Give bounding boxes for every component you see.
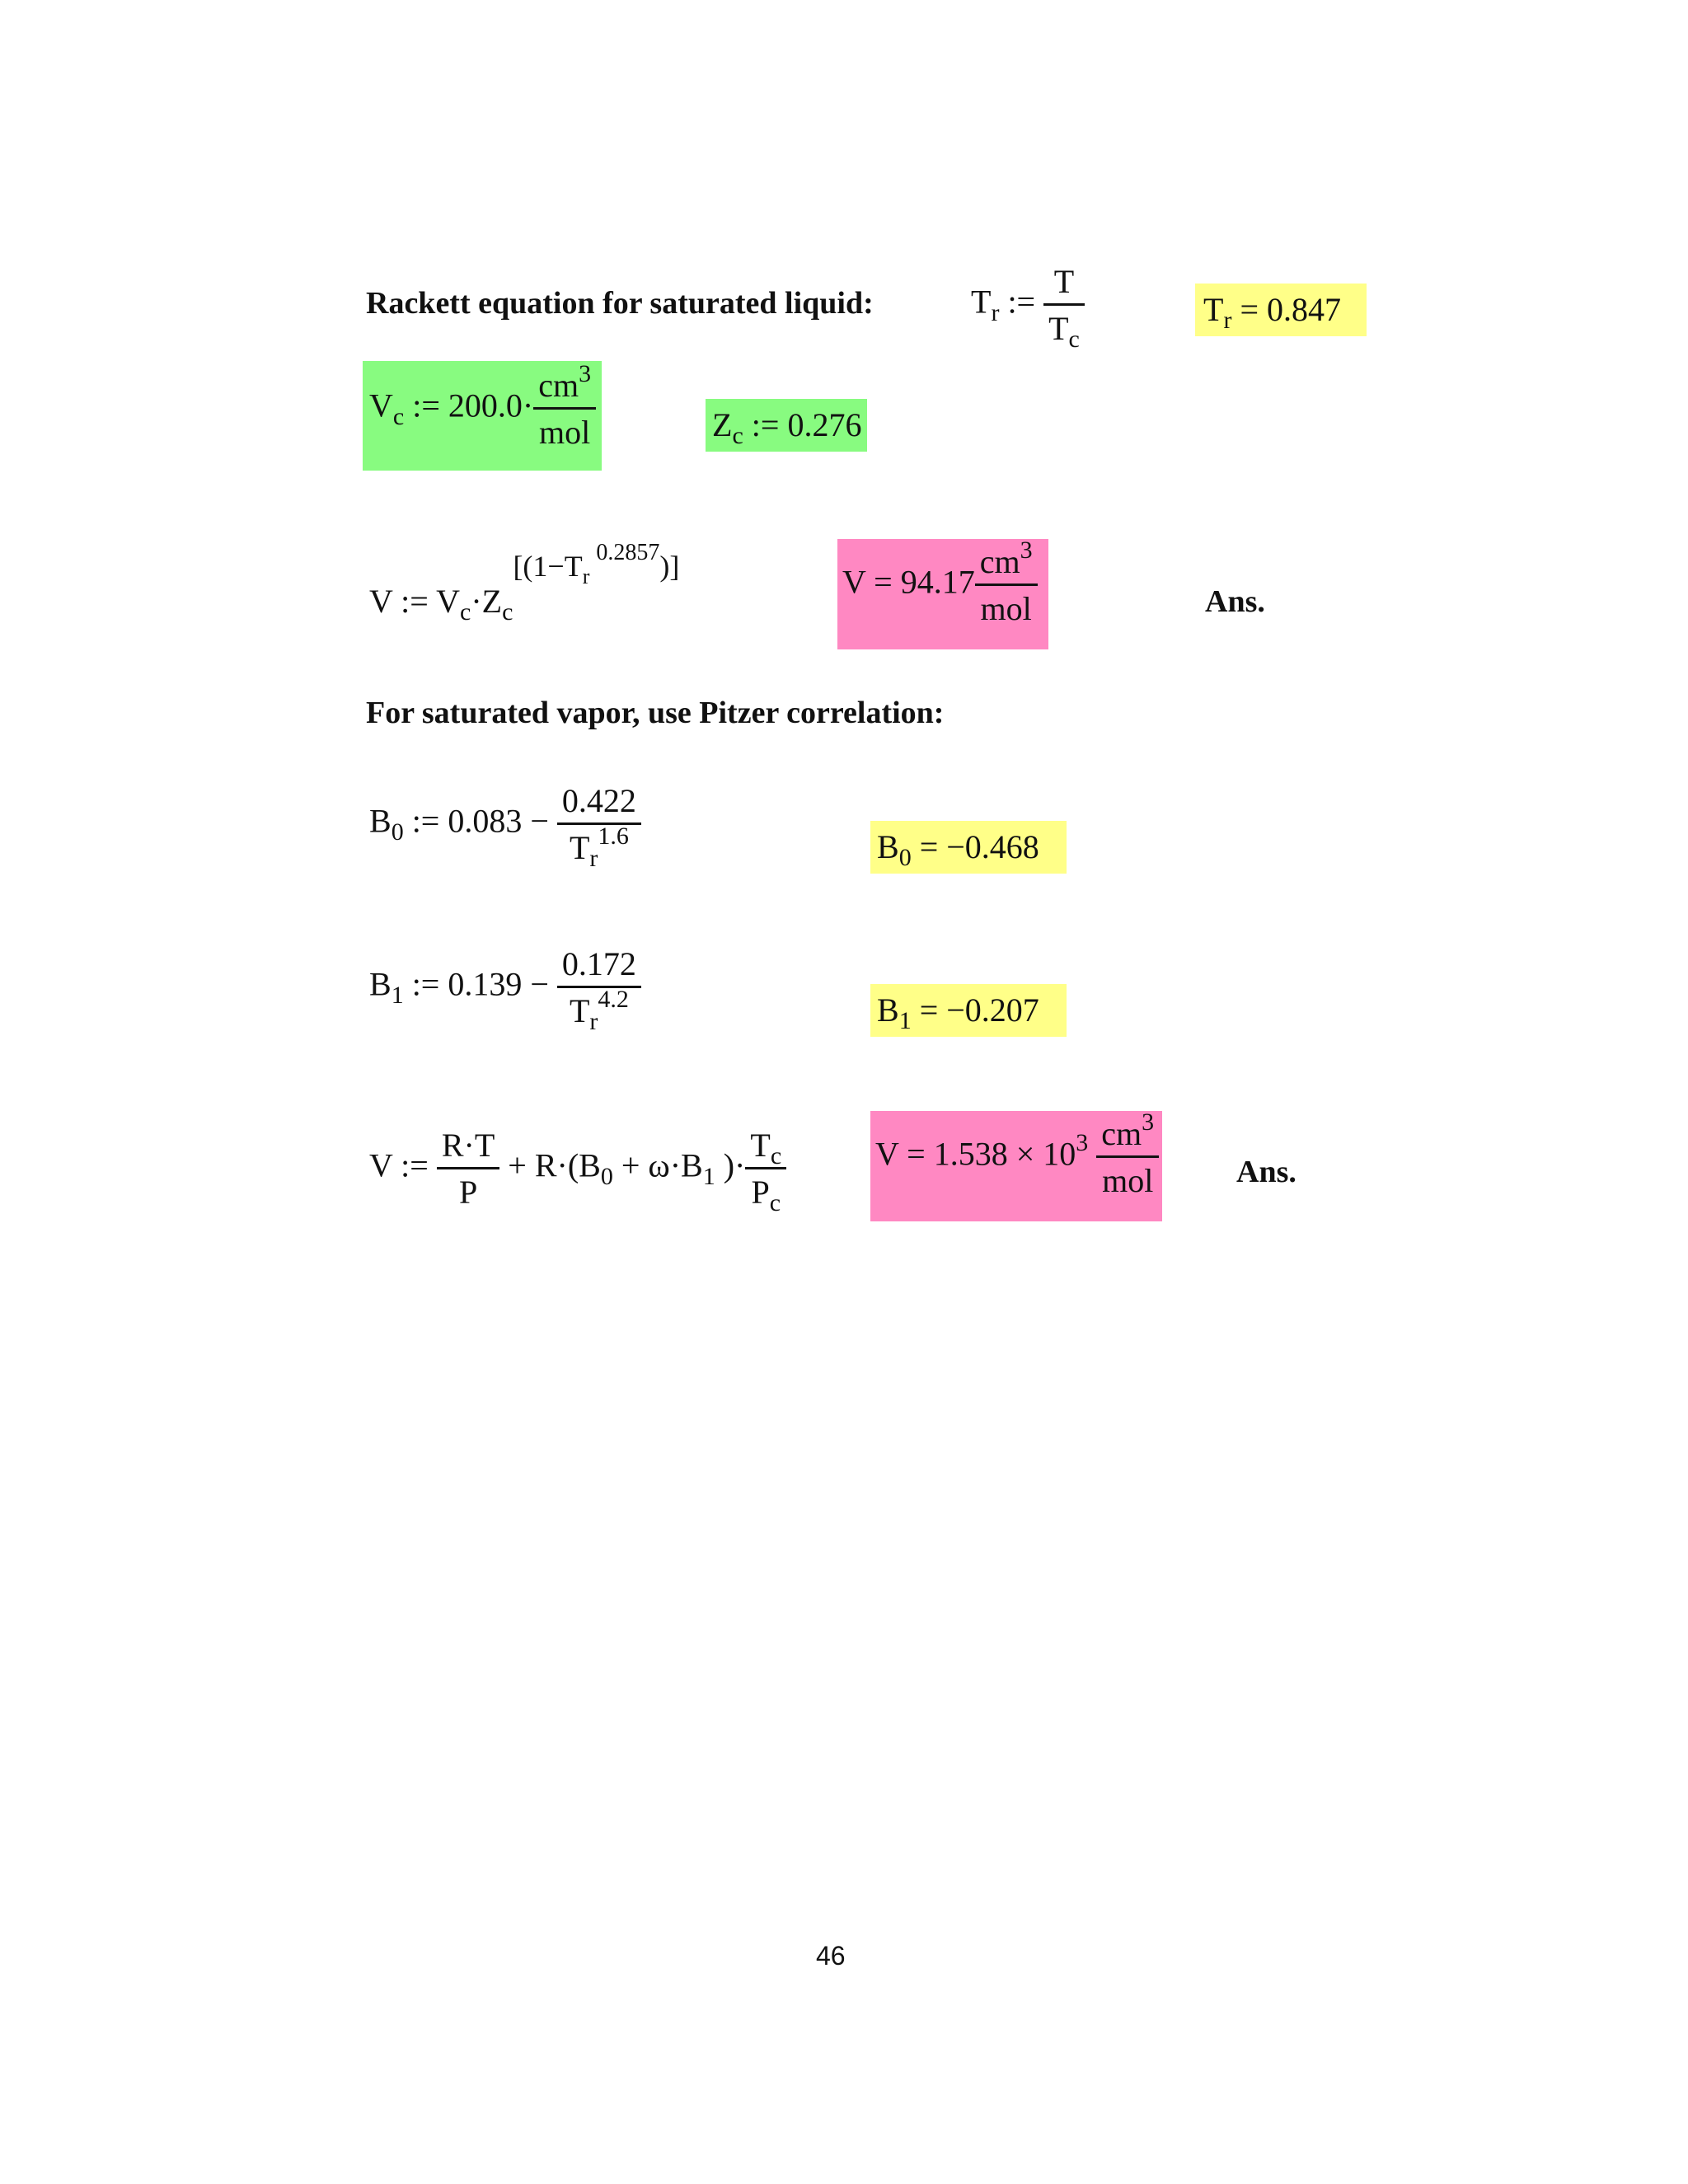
pitzer-b1-subscript: 1 bbox=[702, 1162, 715, 1190]
tr-numerator: T bbox=[1043, 265, 1085, 306]
b1-numerator: 0.172 bbox=[557, 948, 641, 988]
v-liquid-unit-cm: cm bbox=[979, 543, 1020, 580]
tr-result-subscript: r bbox=[1223, 307, 1232, 334]
exponent-open: [(1−T bbox=[513, 550, 583, 583]
b0-result bbox=[870, 821, 1067, 874]
v-vapor-result bbox=[870, 1108, 1162, 1221]
pc-symbol: P bbox=[751, 1174, 770, 1211]
b0-numerator: 0.422 bbox=[557, 785, 641, 825]
b0-den-tr: T bbox=[569, 829, 590, 866]
v-vapor-unit bbox=[1096, 1108, 1159, 1199]
tr-denominator bbox=[1043, 306, 1085, 353]
zc-symbol: Z bbox=[712, 406, 733, 443]
tc-symbol: T bbox=[750, 1127, 771, 1164]
multiply-dot: · bbox=[471, 583, 482, 620]
pitzer-omega-term: + ω·B bbox=[621, 1146, 703, 1184]
exponent-tr-subscript: r bbox=[582, 565, 590, 588]
tc-subscript: c bbox=[1068, 326, 1080, 353]
v-vapor-unit-exponent: 3 bbox=[1142, 1108, 1155, 1136]
v-symbol: V bbox=[369, 1146, 393, 1184]
rt-over-p-fraction bbox=[437, 1129, 499, 1209]
v-liquid-unit-denominator: mol bbox=[980, 590, 1032, 627]
tr-result-symbol: T bbox=[1203, 291, 1224, 328]
vc-symbol: V bbox=[369, 387, 393, 424]
vc-unit-numerator bbox=[533, 360, 596, 410]
b1-symbol: B bbox=[369, 965, 392, 1003]
pc-subscript: c bbox=[769, 1189, 781, 1216]
v-symbol: V bbox=[369, 583, 393, 620]
p-denominator: P bbox=[458, 1174, 478, 1211]
pitzer-close: )· bbox=[723, 1146, 746, 1184]
equals-operator: = bbox=[907, 1135, 926, 1173]
b0-denominator bbox=[557, 823, 641, 872]
b1-den-tr: T bbox=[569, 992, 590, 1029]
v-vapor-value: 1.538 × 10 bbox=[933, 1135, 1076, 1173]
zc-subscript: c bbox=[732, 422, 743, 449]
b0-symbol: B bbox=[369, 802, 392, 840]
exponent-close: )] bbox=[659, 550, 680, 583]
b0-den-exponent: 1.6 bbox=[598, 823, 629, 850]
b1-result-value: −0.207 bbox=[946, 991, 1039, 1029]
v-result-symbol: V bbox=[842, 563, 866, 601]
b0-constant: 0.083 − bbox=[448, 802, 549, 840]
tr-definition bbox=[971, 263, 1085, 353]
b0-definition bbox=[369, 782, 641, 872]
assign-operator: := bbox=[401, 583, 429, 620]
tr-subscript: r bbox=[991, 298, 1000, 326]
b1-result-subscript: 1 bbox=[898, 1007, 912, 1034]
v-liquid-value: 94.17 bbox=[900, 563, 975, 601]
zc-value: 0.276 bbox=[787, 406, 862, 443]
b0-fraction bbox=[557, 782, 641, 872]
b1-fraction bbox=[557, 945, 641, 1035]
b1-result bbox=[870, 984, 1067, 1037]
tc-over-pc-fraction bbox=[745, 1127, 786, 1216]
b0-result-symbol: B bbox=[877, 828, 899, 865]
b1-den-exponent: 4.2 bbox=[598, 986, 629, 1013]
vc-unit-cm: cm bbox=[538, 367, 579, 404]
pc-denominator bbox=[745, 1169, 786, 1216]
page-number: 46 bbox=[816, 1941, 846, 1971]
equals-operator: = bbox=[1240, 291, 1259, 328]
assign-operator: := bbox=[411, 802, 440, 840]
assign-operator: := bbox=[411, 965, 440, 1003]
v-liquid-unit-exponent: 3 bbox=[1020, 537, 1033, 564]
tc-symbol: T bbox=[1048, 310, 1069, 347]
vc-unit-exponent: 3 bbox=[579, 360, 592, 387]
v-pitzer-equation bbox=[369, 1127, 786, 1216]
rt-numerator: R·T bbox=[437, 1129, 499, 1169]
equals-operator: = bbox=[874, 563, 893, 601]
vc-ref: V bbox=[436, 583, 461, 620]
b1-constant: 0.139 − bbox=[448, 965, 549, 1003]
rackett-exponent bbox=[513, 540, 680, 588]
b1-definition bbox=[369, 945, 641, 1035]
v-liquid-unit-numerator bbox=[975, 537, 1038, 586]
equals-operator: = bbox=[919, 828, 939, 865]
zc-definition bbox=[706, 399, 867, 452]
tr-symbol: T bbox=[971, 283, 992, 321]
v-vapor-unit-denominator: mol bbox=[1102, 1162, 1154, 1199]
assign-operator: := bbox=[1007, 283, 1036, 321]
v-vapor-unit-numerator bbox=[1096, 1108, 1159, 1158]
b1-den-subscript: r bbox=[589, 1008, 598, 1035]
assign-operator: := bbox=[401, 1146, 429, 1184]
b1-subscript: 1 bbox=[391, 981, 404, 1009]
b0-subscript: 0 bbox=[391, 818, 404, 846]
tr-result-value: 0.847 bbox=[1267, 291, 1341, 328]
heading-rackett: Rackett equation for saturated liquid: bbox=[366, 286, 874, 321]
tc-subscript: c bbox=[770, 1142, 782, 1169]
b0-result-value: −0.468 bbox=[946, 828, 1039, 865]
vc-unit-denominator: mol bbox=[539, 414, 591, 451]
assign-operator: := bbox=[412, 387, 440, 424]
b1-denominator bbox=[557, 986, 641, 1035]
tr-result bbox=[1195, 284, 1367, 336]
ans-label-liquid: Ans. bbox=[1205, 584, 1265, 619]
equals-operator: = bbox=[919, 991, 939, 1029]
vc-unit bbox=[533, 360, 596, 451]
vc-definition bbox=[363, 361, 602, 471]
pitzer-b0-subscript: 0 bbox=[600, 1162, 613, 1190]
zc-ref: Z bbox=[481, 583, 503, 620]
tr-fraction bbox=[1043, 263, 1085, 353]
vc-ref-subscript: c bbox=[460, 598, 471, 626]
exponent-power: 0.2857 bbox=[596, 540, 660, 565]
v-liquid-result bbox=[837, 539, 1048, 649]
assign-operator: := bbox=[751, 406, 780, 443]
vc-subscript: c bbox=[392, 402, 405, 430]
b0-den-subscript: r bbox=[589, 845, 598, 872]
v-vapor-unit-cm: cm bbox=[1101, 1115, 1142, 1152]
vc-value: 200.0· bbox=[448, 387, 534, 424]
tc-numerator bbox=[745, 1129, 786, 1169]
b1-result-symbol: B bbox=[877, 991, 899, 1029]
pitzer-mid-term: + R·(B bbox=[508, 1146, 601, 1184]
v-rackett-equation bbox=[369, 540, 680, 626]
v-liquid-unit bbox=[975, 537, 1038, 627]
v-vapor-power: 3 bbox=[1076, 1128, 1089, 1156]
ans-label-vapor: Ans. bbox=[1236, 1155, 1296, 1189]
b0-result-subscript: 0 bbox=[898, 844, 912, 871]
heading-pitzer: For saturated vapor, use Pitzer correlation: bbox=[366, 696, 945, 730]
v-vapor-symbol: V bbox=[875, 1135, 899, 1173]
zc-ref-subscript: c bbox=[502, 598, 513, 626]
